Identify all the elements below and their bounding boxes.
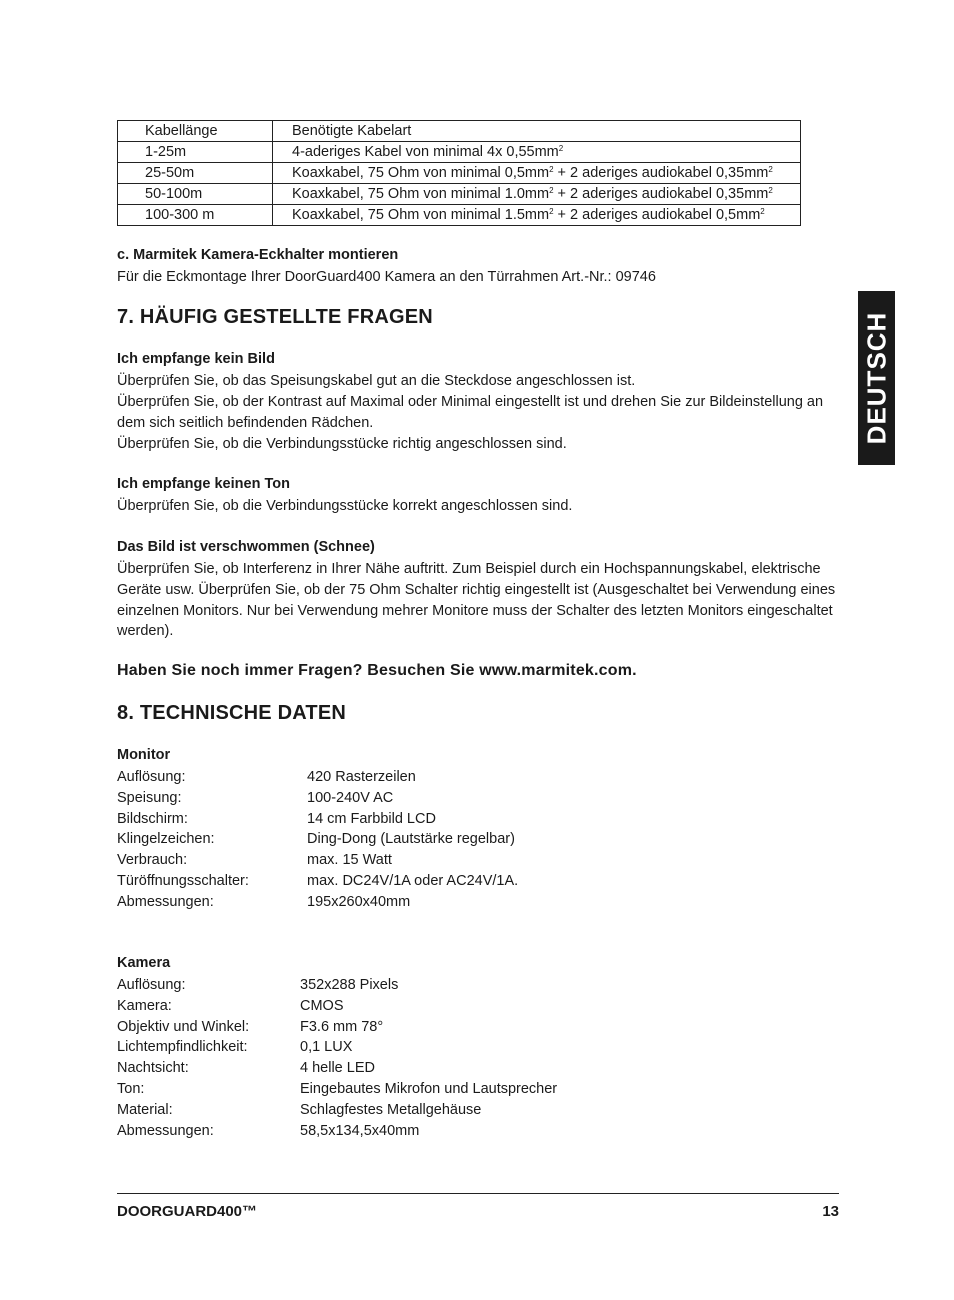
cable-type-cell: 4-aderiges Kabel von minimal 4x $0,55mm^2$ [273,142,801,163]
corner-mount-heading: c. Marmitek Kamera-Eckhalter montieren [117,247,399,263]
spec-value: Eingebautes Mikrofon und Lautsprecher [300,1080,558,1097]
spec-value: 352x288 Pixels [300,977,399,993]
cable-type-cell: Koaxkabel, 75 Ohm von minimal $1.5mm^2 + 2$ aderiges audiokabel $0,5mm^2$ [273,205,801,226]
spec-label: Speisung: [117,789,182,806]
spec-row [117,996,557,1017]
table-header-row [118,121,801,142]
faq-question: Das Bild ist verschwommen (Schnee) [117,539,375,555]
spec-label: Objektiv und Winkel: [117,1018,250,1035]
spec-row [117,1017,557,1038]
faq-answer-line: Überprüfen Sie, ob der Kontrast auf Maximal oder Minimal eingestellt ist und drehen Sie zur Bildeinstellung an dem sich seitlich befindenden Rädchen. [117,394,824,431]
spec-label: Auflösung: [117,769,186,785]
cable-length-cell: 50-100m [118,184,273,205]
cable-length-cell: 100-300 m [118,205,273,226]
spec-label: Bildschirm: [117,810,188,827]
table-row [118,142,801,163]
spec-label: Kamera: [117,997,172,1014]
spec-value: 195x260x40mm [307,893,411,910]
spec-row [117,788,518,809]
spec-row [117,1037,557,1058]
spec-value: Ding-Dong (Lautstärke regelbar) [307,831,515,848]
camera-spec-list [117,975,557,1141]
spec-row [117,975,557,996]
footer-divider [117,1193,839,1194]
spec-label: Klingelzeichen: [117,831,215,848]
faq-heading: 7. HÄUFIG GESTELLTE FRAGEN [117,306,433,328]
cable-type-cell: Koaxkabel, 75 Ohm von minimal $1.0mm^2 + 2$ aderiges audiokabel $0,35mm^2$ [273,184,801,205]
corner-mount-text: Für die Eckmontage Ihrer DoorGuard400 Kamera an den Türrahmen Art.-Nr.: 09746 [117,269,656,285]
spec-value: 0,1 LUX [300,1039,353,1056]
spec-row [117,809,518,830]
spec-value: CMOS [300,997,344,1014]
spec-row [117,892,518,913]
spec-value: 14 cm Farbbild LCD [307,810,436,827]
spec-value: 58,5x134,5x40mm [300,1122,420,1139]
spec-label: Türöffnungsschalter: [117,872,249,889]
spec-value: Schlagfestes Metallgehäuse [300,1101,482,1118]
footer-product-name: DOORGUARD400™ [117,1203,258,1220]
spec-row [117,871,518,892]
camera-heading: Kamera [117,955,171,971]
spec-label: Nachtsicht: [117,1060,189,1077]
spec-value: 420 Rasterzeilen [307,769,416,785]
spec-value: max. 15 Watt [307,852,392,869]
spec-row [117,1058,557,1079]
faq-question: Ich empfange kein Bild [117,351,275,367]
spec-row [117,850,518,871]
spec-row [117,829,518,850]
faq-answer-line: Überprüfen Sie, ob die Verbindungsstücke korrekt angeschlossen sind. [117,498,573,514]
spec-row [117,767,518,788]
faq-answer-paragraph: Überprüfen Sie, ob Interferenz in Ihrer Nähe auftritt. Zum Beispiel durch ein Hochspannungskabel, elektrische Geräte usw. Überprüfen Sie, ob der 75 Ohm Schalter richtig eingestellt ist (Ausgeschaltet bei Verwendung eines einzelnen Monitors. Nur bei Verwendung mehrer Monitore muss der Schalter des letzten Monitors eingeschaltet werden). [117,561,836,640]
spec-label: Auflösung: [117,977,186,993]
spec-label: Abmessungen: [117,893,214,910]
spec-value: 4 helle LED [300,1060,375,1077]
monitor-heading: Monitor [117,747,171,763]
cable-table [117,120,801,226]
spec-label: Abmessungen: [117,1122,214,1139]
faq-answer-line: Überprüfen Sie, ob die Verbindungsstücke richtig angeschlossen sind. [117,436,567,452]
faq-answer-line: Überprüfen Sie, ob das Speisungskabel gut an die Steckdose angeschlossen ist. [117,373,636,389]
page-number: 13 [822,1203,839,1220]
spec-row [117,1100,557,1121]
language-tab-label: DEUTSCH [861,311,891,445]
spec-label: Lichtempfindlichkeit: [117,1039,248,1056]
spec-row [117,1121,557,1142]
more-questions-text: Haben Sie noch immer Fragen? Besuchen Sie www.marmitek.com. [117,662,637,679]
table-row [118,163,801,184]
spec-label: Ton: [117,1080,145,1097]
cable-length-cell: 1-25m [118,142,273,163]
table-header-cell: Benötigte Kabelart [273,121,801,142]
cable-type-cell: Koaxkabel, 75 Ohm von minimal $0,5mm^2 + 2$ aderiges audiokabel $0,35mm^2$ [273,163,801,184]
table-row [118,205,801,226]
monitor-spec-list [117,767,518,913]
spec-label: Verbrauch: [117,852,188,869]
language-tab [858,291,895,465]
spec-value: 100-240V AC [307,789,394,806]
table-row [118,184,801,205]
tech-specs-heading: 8. TECHNISCHE DATEN [117,702,347,724]
table-header-cell: Kabellänge [118,121,273,142]
faq-question: Ich empfange keinen Ton [117,476,290,492]
spec-label: Material: [117,1101,173,1118]
spec-value: F3.6 mm 78° [300,1018,384,1035]
spec-row [117,1079,557,1100]
spec-value: max. DC24V/1A oder AC24V/1A. [307,872,519,889]
cable-length-cell: 25-50m [118,163,273,184]
